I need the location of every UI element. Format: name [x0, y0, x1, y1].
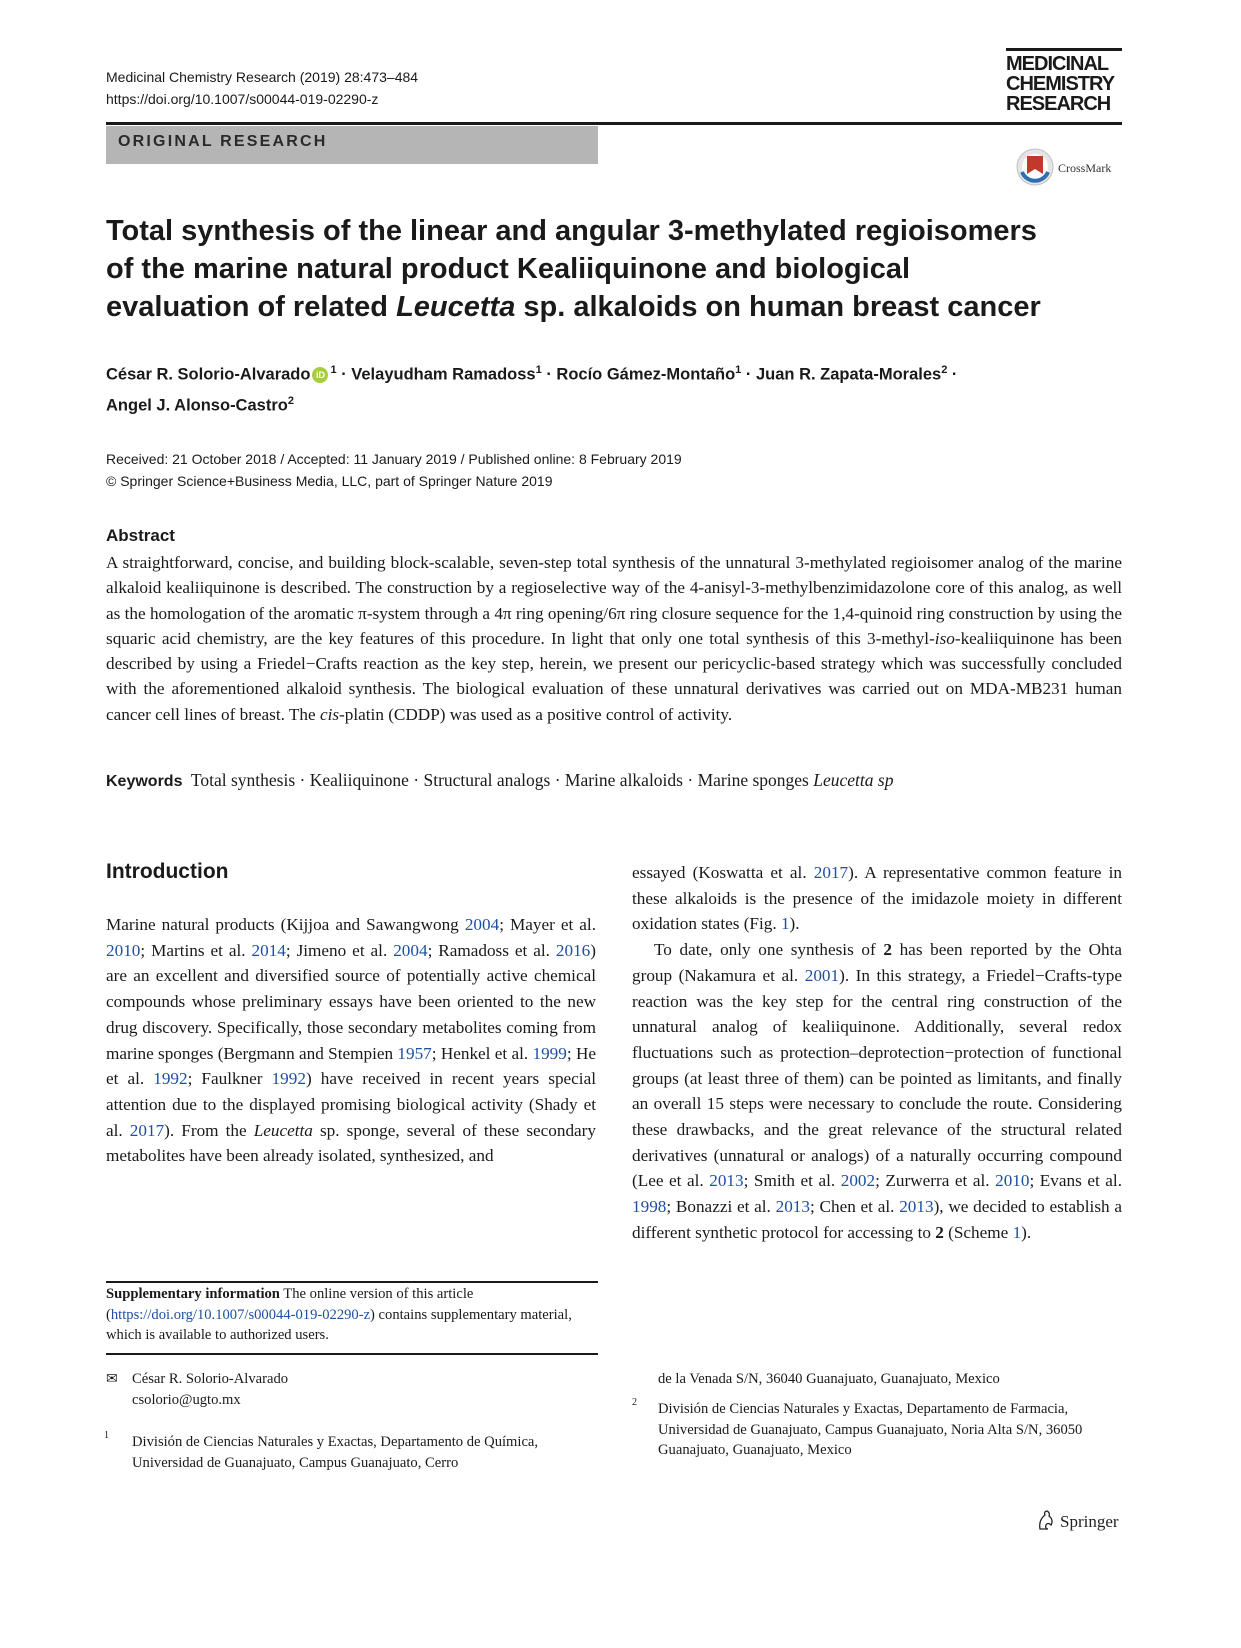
abstract-text: -kealiiquinone has been described by using a Friedel−Crafts reaction as the key step, herein, we present our pericyclic-based strategy which was successfully concluded with the aforementioned alkaloid synthesis. The biological evaluation of these unnatural derivatives was carried out on MDA-MB231 human cancer cell lines of breast. The [106, 628, 1122, 724]
author-separator: · [541, 365, 557, 384]
affiliation-1: División de Ciencias Naturales y Exactas, Departamento de Química, Universidad de Guanajuato, Campus Guanajuato, Cerro [132, 1434, 539, 1471]
springer-logo-text: Springer [1060, 1512, 1119, 1531]
corresponding-author [132, 1369, 288, 1410]
body-text: ; Faulkner [187, 1069, 272, 1089]
body-text: ; Bonazzi et al. [666, 1197, 776, 1217]
author-separator: · [741, 365, 756, 384]
title-line-2: of the marine natural product Kealiiquinone and biological [106, 253, 911, 285]
author-affiliation-mark: 1 [535, 364, 542, 376]
article-title [106, 212, 1066, 326]
author-affiliation-mark: 2 [287, 394, 294, 407]
copyright-line: © Springer Science+Business Media, LLC, part of Springer Nature 2019 [106, 473, 553, 489]
compound-number: 2 [883, 940, 892, 960]
author-separator: · [336, 365, 352, 384]
citation-link[interactable]: 1998 [632, 1197, 667, 1217]
keyword: Marine sponges [697, 770, 814, 790]
figure-link[interactable]: 1 [780, 914, 790, 934]
italic-text: Leucetta [253, 1120, 313, 1140]
author-separator: · [947, 365, 958, 384]
supplementary-label: Supplementary information [106, 1286, 280, 1302]
keywords-label: Keywords [106, 773, 183, 790]
keyword: Kealiiquinone [309, 770, 409, 790]
citation-link[interactable]: 2016 [555, 940, 591, 960]
body-text: ; Zurwerra et al. [875, 1171, 996, 1191]
envelope-icon: ✉ [106, 1372, 118, 1387]
body-text: ), we decided to establish a different synthetic protocol for accessing to [632, 1197, 1122, 1242]
springer-horse-icon [1036, 1509, 1056, 1531]
publication-dates [106, 448, 682, 492]
body-text: ). From the [164, 1120, 254, 1140]
compound-number: 2 [935, 1222, 944, 1242]
citation-link[interactable]: 1992 [271, 1069, 306, 1089]
affiliation-number: 1 [104, 1430, 109, 1441]
body-text: Marine natural products (Kijjoa and Sawangwong [106, 915, 465, 934]
citation-link[interactable]: 2017 [129, 1120, 165, 1140]
introduction-heading: Introduction [106, 860, 229, 883]
title-line-1: Total synthesis of the linear and angular 3-methylated regioisomers [106, 215, 1037, 247]
keyword: Total synthesis [190, 770, 296, 790]
supplementary-text: ) contains supplementary material, which is available to authorized users. [106, 1306, 572, 1343]
title-line-3 [106, 288, 1066, 326]
citation-link[interactable]: 1999 [532, 1043, 567, 1063]
introduction-right-column [632, 860, 1122, 1246]
corresponding-name: César R. Solorio-Alvarado [132, 1371, 289, 1387]
body-text: ; Evans et al. [1029, 1171, 1122, 1191]
body-text: To date, only one synthesis of [654, 940, 884, 960]
introduction-left-column [106, 912, 596, 1169]
citation-link[interactable]: 2010 [106, 940, 141, 960]
body-text: sp. sponge, several of these secondary metabolites have been already isolated, synthesized, and [106, 1120, 597, 1166]
citation-link[interactable]: 2002 [840, 1171, 876, 1191]
citation-link[interactable]: 2013 [899, 1197, 934, 1217]
title-line-3-post: sp. alkaloids on human breast cancer [515, 291, 1041, 323]
abstract-body [106, 550, 1122, 727]
body-text: (Scheme [943, 1222, 1013, 1242]
supplementary-link[interactable]: https://doi.org/10.1007/s00044-019-02290-z [110, 1306, 371, 1323]
author-name[interactable]: Rocío Gámez-Montaño [556, 365, 736, 384]
affiliation-2: División de Ciencias Naturales y Exactas, Departamento de Farmacia, Universidad de Guanajuato, Campus Guanajuato, Noria Alta S/N, 36050 Guanajuato, Guanajuato, Mexico [658, 1401, 1083, 1458]
body-text: ; He et al. [106, 1043, 596, 1089]
journal-logo [1006, 54, 1114, 114]
orcid-icon[interactable]: iD [312, 367, 328, 383]
citation-link[interactable]: 2014 [251, 940, 286, 960]
logo-line-3: RESEARCH [1006, 93, 1111, 115]
logo-top-rule [1006, 48, 1122, 51]
abstract-italic-cis: cis [319, 704, 340, 724]
keyword: Marine alkaloids [564, 770, 683, 790]
keyword: Structural analogs [423, 770, 551, 790]
body-text: ; Martins et al. [140, 940, 252, 960]
body-text: ; Henkel et al. [431, 1043, 533, 1063]
author-affiliation-mark: 2 [941, 364, 948, 376]
abstract-heading: Abstract [106, 526, 175, 545]
affiliation-number: 2 [632, 1397, 637, 1408]
crossmark-icon[interactable] [1016, 148, 1054, 186]
supplementary-text: The online version of this article ( [106, 1286, 474, 1323]
intro-paragraph [632, 937, 1122, 1245]
section-label: ORIGINAL RESEARCH [118, 133, 328, 150]
affiliation-1-continued: de la Venada S/N, 36040 Guanajuato, Guanajuato, Mexico [658, 1371, 1000, 1387]
header-rule [106, 122, 1122, 125]
body-text: ). [789, 914, 800, 934]
logo-line-1: MEDICINAL [1006, 53, 1109, 75]
body-text: ) are an excellent and diversified source of potentially active chemical compounds whose preliminary essays have been oriented to the new drug discovery. Specifically, those secondary metabolites coming from marine sponges (Bergmann and Stempien [106, 940, 596, 1063]
body-text: has been reported by the Ohta group (Nakamura et al. [632, 940, 1122, 985]
body-text: ). In this strategy, a Friedel−Crafts-type reaction was the key step for the central ring construction of the unnatural analog of kealiiquinone. Additionally, several redox fluctuations such as protection–deprotection−protection of functional groups (at least three of them) can be pointed as limitants, and finally an overall 15 steps were necessary to conclude the route. Considering these drawbacks, and the great relevance of the structural related derivatives (unnatural or analogs) of a naturally occurring compound (Lee et al. [632, 965, 1122, 1191]
crossmark-label[interactable]: CrossMark [1058, 161, 1112, 175]
body-text: ; Mayer et al. [499, 915, 596, 934]
citation-link[interactable]: 2004 [464, 915, 500, 934]
abstract-italic-iso: iso [934, 628, 955, 648]
footnote-rule [106, 1281, 598, 1283]
author-name[interactable]: Juan R. Zapata-Morales [755, 365, 942, 384]
title-line-3-italic: Leucetta [396, 291, 516, 323]
author-affiliation-mark: 1 [330, 364, 337, 376]
body-text: ) have received in recent years special attention due to the displayed promising biological activity (Shady et al. [106, 1069, 596, 1140]
journal-citation: Medicinal Chemistry Research (2019) 28:473–484 [106, 69, 419, 85]
scheme-link[interactable]: 1 [1012, 1222, 1022, 1242]
body-text: ; Smith et al. [743, 1171, 841, 1191]
supplementary-info [106, 1284, 598, 1346]
author-name[interactable]: César R. Solorio-Alvarado [106, 365, 311, 384]
citation-link[interactable]: 2013 [709, 1171, 744, 1191]
article-doi[interactable]: https://doi.org/10.1007/s00044-019-02290-z [106, 91, 379, 107]
intro-paragraph [632, 860, 1122, 937]
body-text: essayed (Koswatta et al. [632, 863, 814, 882]
citation-link[interactable]: 2013 [775, 1197, 810, 1217]
citation-link[interactable]: 1992 [153, 1069, 188, 1089]
citation-link[interactable]: 2001 [804, 965, 840, 985]
author-name[interactable]: Velayudham Ramadoss [351, 365, 536, 384]
corresponding-email[interactable]: csolorio@ugto.mx [132, 1391, 241, 1408]
body-text: ; Jimeno et al. [285, 940, 394, 960]
journal-header [106, 66, 418, 110]
intro-paragraph [106, 912, 596, 1169]
author-affiliation-mark: 1 [735, 364, 742, 376]
author-list [106, 357, 1122, 418]
citation-link[interactable]: 2004 [393, 940, 428, 960]
title-line-3-pre: evaluation of related [106, 291, 397, 323]
keywords: Keywords Total synthesis · Kealiiquinone · Structural analogs · Marine alkaloids · Marine sponges Leucetta sp [106, 770, 894, 790]
keyword-italic: Leucetta sp [813, 770, 894, 790]
body-text: ; Chen et al. [809, 1197, 900, 1217]
citation-link[interactable]: 2010 [995, 1171, 1030, 1191]
abstract-text: -platin (CDDP) was used as a positive control of activity. [339, 704, 733, 724]
author-name[interactable]: Angel J. Alonso-Castro [106, 396, 288, 414]
body-text: ). A representative common feature in these alkaloids is the presence of the imidazole moiety in different oxidation states (Fig. [632, 863, 1122, 934]
body-text: ; Ramadoss et al. [427, 940, 556, 960]
body-text: ). [1021, 1222, 1032, 1242]
citation-link[interactable]: 1957 [397, 1043, 432, 1063]
citation-link[interactable]: 2017 [813, 863, 849, 882]
history-dates: Received: 21 October 2018 / Accepted: 11 January 2019 / Published online: 8 February 2019 [106, 451, 682, 467]
abstract-text: A straightforward, concise, and building block-scalable, seven-step total synthesis of the unnatural 3-methylated regioisomer analog of the marine alkaloid kealiiquinone is described. The construction by a regioselective way of the 4-anisyl-3-methylbenzimidazolone core of this analog, as well as the homologation of the aromatic π-system through a 4π ring opening/6π ring closure sequence for the 1,4-quinoid ring construction by using the squaric acid chemistry, are the key features of this procedure. In light that only one total synthesis of this 3-methyl- [106, 553, 1122, 648]
logo-line-2: CHEMISTRY [1006, 73, 1115, 95]
footnote-rule [106, 1353, 598, 1355]
